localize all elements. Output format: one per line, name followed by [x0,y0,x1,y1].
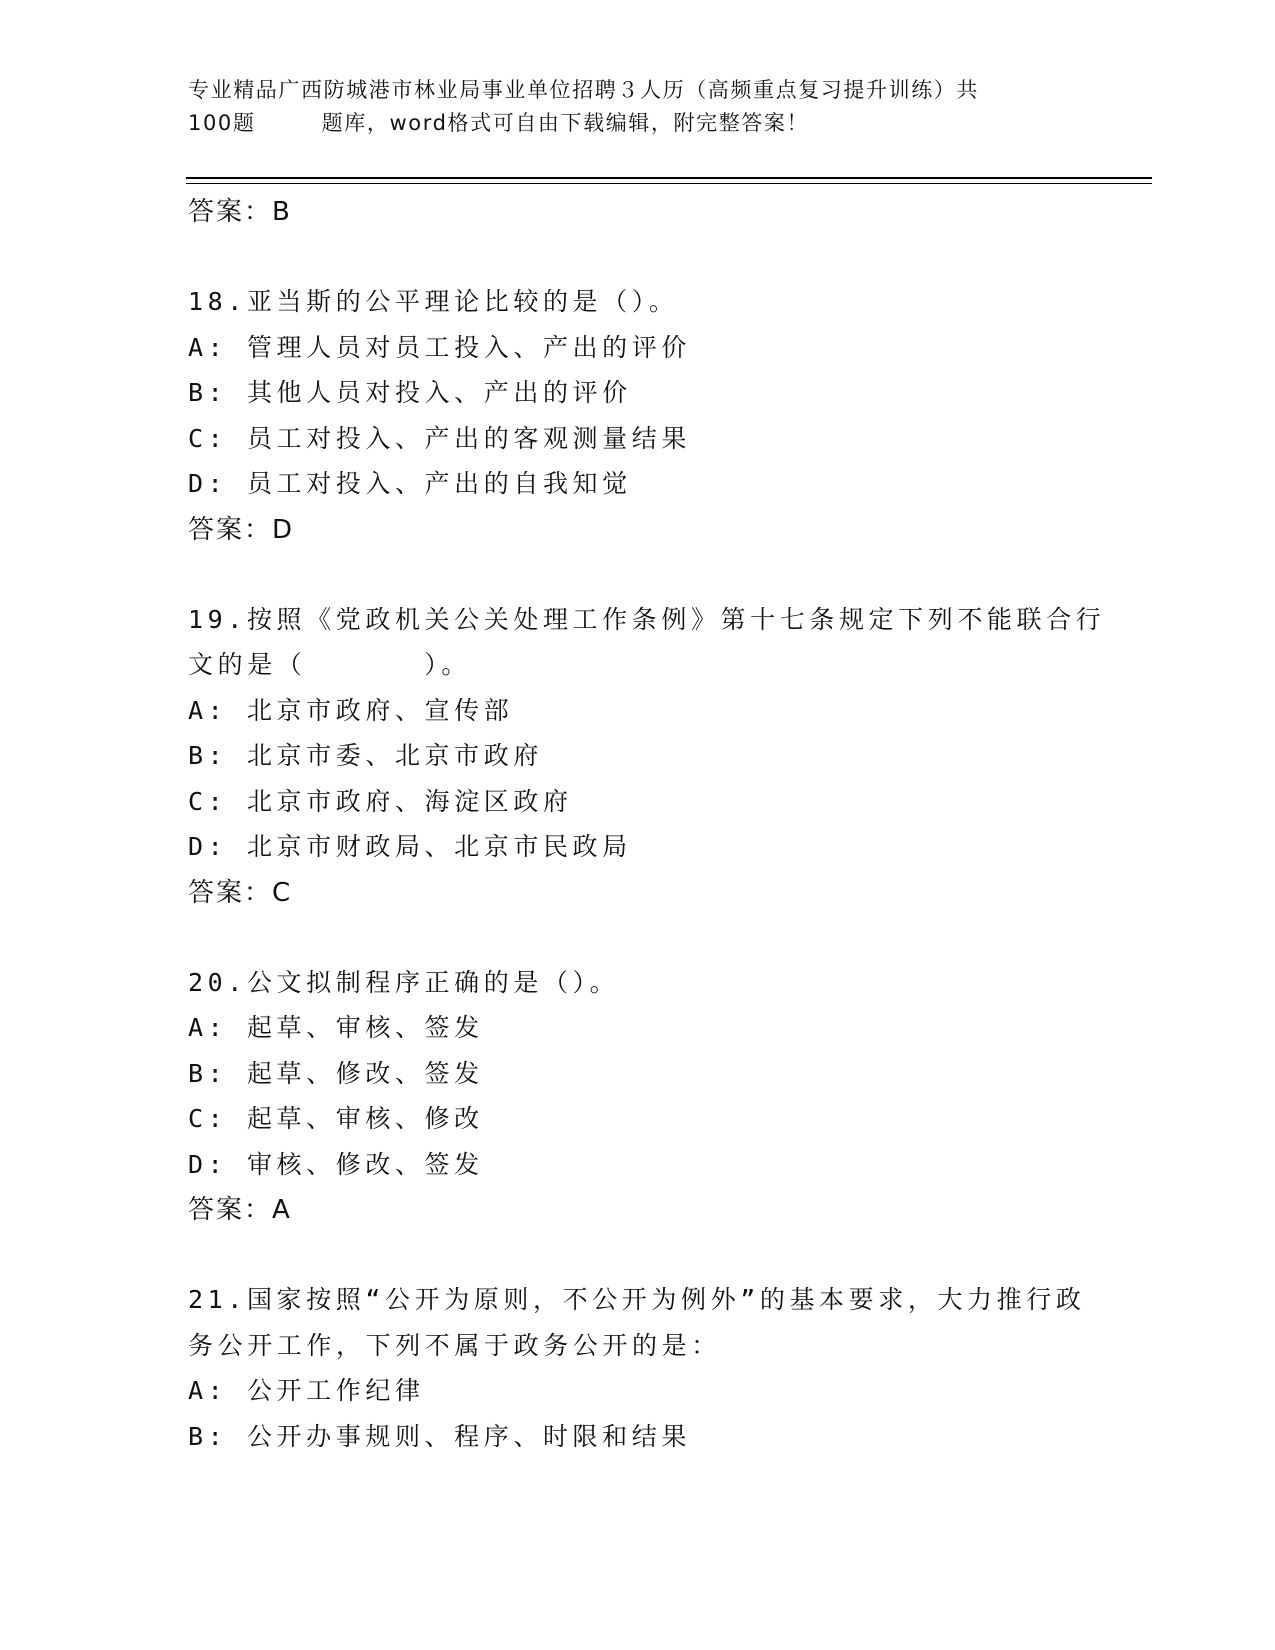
option-b: B: 公开办事规则、程序、时限和结果 [188,1421,691,1451]
option-b: B: 起草、修改、签发 [188,1058,484,1088]
header-title-line-1: 专业精品广西防城港市林业局事业单位招聘３人历（高频重点复习提升训练）共 [188,78,979,102]
answer-line: 答案：A [188,1195,292,1225]
question-19 [188,597,1106,916]
option-c: C: 起草、审核、修改 [188,1104,484,1133]
header-divider [186,177,1152,179]
question-text-cont: 文的是（ ）。 [188,650,472,679]
option-a: A: 公开工作纪律 [188,1376,425,1405]
question-text-cont: 务公开工作，下列不属于政务公开的是： [188,1330,721,1360]
header-title-line-2: 100题 题库，word格式可自由下载编辑，附完整答案！ [188,111,810,135]
question-20 [188,960,1088,1234]
option-d: D: 北京市财政局、北京市民政局 [188,832,632,861]
option-d: D: 审核、修改、签发 [188,1149,484,1179]
page-header [188,74,1068,140]
answer-line: 答案：B [188,197,292,227]
option-c: C: 北京市政府、海淀区政府 [188,786,573,816]
header-divider-thin [186,183,1152,184]
option-b: B: 北京市委、北京市政府 [188,741,543,770]
question-text: 20.公文拟制程序正确的是（）。 [188,967,620,997]
option-a: A: 起草、审核、签发 [188,1013,484,1042]
question-list [188,189,1106,1459]
question-text: 19.按照《党政机关公关处理工作条例》第十七条规定下列不能联合行 [188,604,1106,634]
question-18 [188,279,1088,553]
answer-line: 答案：D [188,514,295,545]
option-c: C: 员工对投入、产出的客观测量结果 [188,423,691,453]
question-text: 18.亚当斯的公平理论比较的是（）。 [188,287,679,316]
option-b: B: 其他人员对投入、产出的评价 [188,378,632,407]
option-a: A: 北京市政府、宣传部 [188,695,514,725]
option-d: D: 员工对投入、产出的自我知觉 [188,469,632,498]
option-a: A: 管理人员对员工投入、产出的评价 [188,332,691,362]
question-text: 21.国家按照“公开为原则，不公开为例外”的基本要求，大力推行政 [188,1285,1086,1314]
answer-line: 答案：C [188,877,293,908]
question-21 [188,1277,1088,1459]
